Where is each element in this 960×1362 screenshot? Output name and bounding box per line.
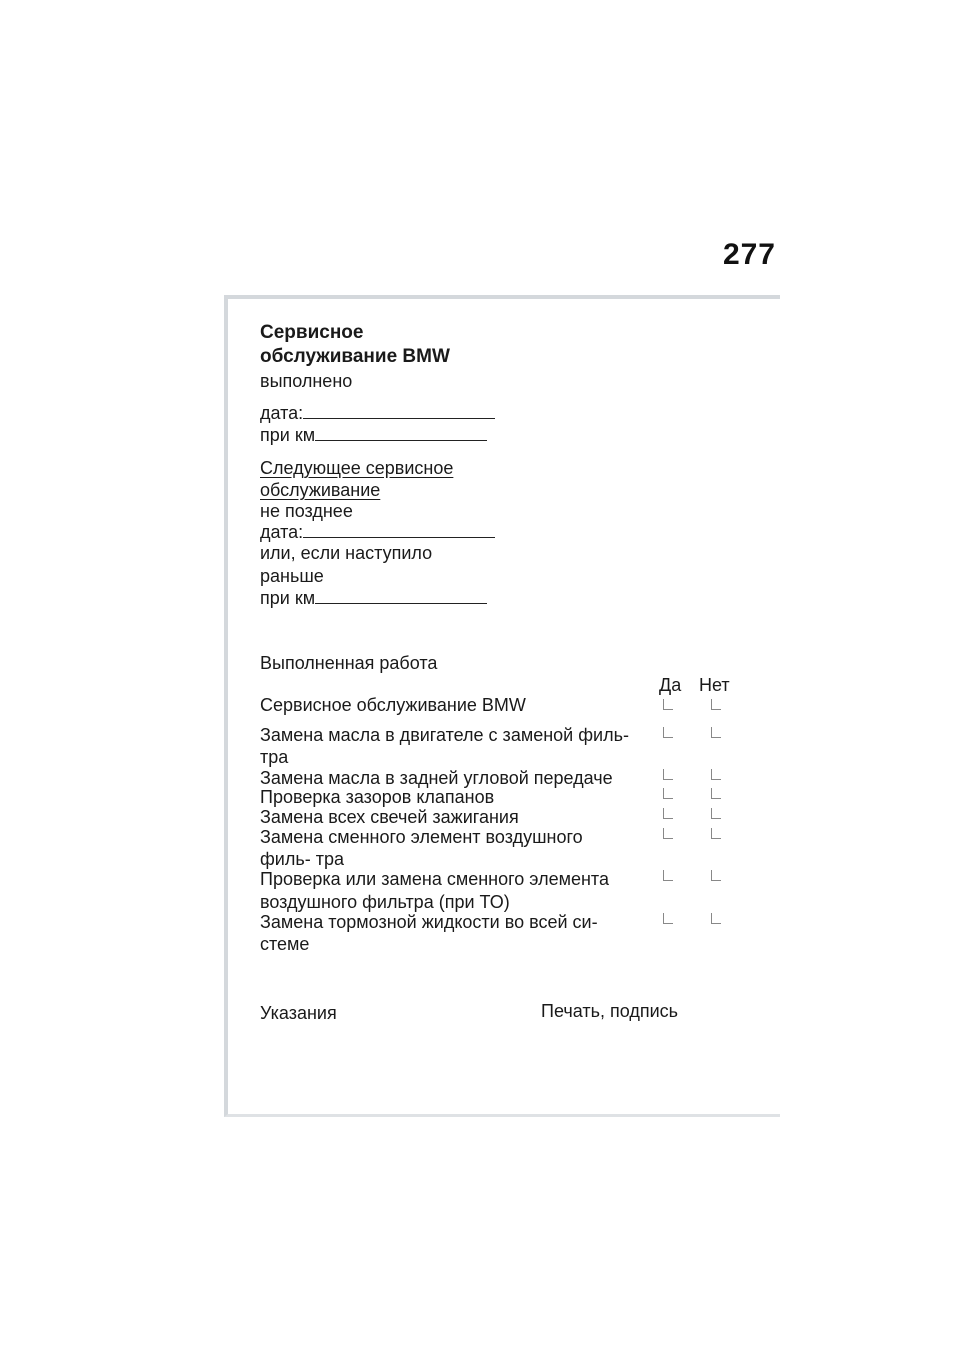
next-km-field[interactable] — [315, 589, 487, 604]
done-date-field[interactable] — [303, 404, 495, 419]
heading-line1: Сервисное — [260, 322, 364, 343]
col-no-header: Нет — [699, 675, 730, 695]
stamp-signature-label: Печать, подпись — [541, 1001, 679, 1021]
checkbox-no[interactable] — [711, 699, 721, 710]
work-item: Сервисное обслуживание BMW — [260, 695, 526, 715]
page-number: 277 — [722, 238, 776, 271]
checkbox-no[interactable] — [711, 808, 721, 819]
work-item: Замена всех свечей зажигания — [260, 807, 519, 827]
done-date-label: дата: — [260, 403, 304, 423]
done-km-row — [260, 424, 487, 446]
work-item: Замена тормозной жидкости во всей си- стеме — [260, 912, 598, 954]
checkbox-yes[interactable] — [663, 769, 673, 780]
checkbox-yes[interactable] — [663, 699, 673, 710]
checkbox-no[interactable] — [711, 788, 721, 799]
notes-label: Указания — [260, 1003, 337, 1023]
done-km-field[interactable] — [315, 426, 487, 441]
next-title-line1: Следующее сервисное — [260, 458, 454, 478]
checkbox-yes[interactable] — [663, 828, 673, 839]
work-item: Проверка или замена сменного элемента воздушного фильтра (при ТО) — [260, 869, 609, 912]
checkbox-no[interactable] — [711, 769, 721, 780]
checkbox-yes[interactable] — [663, 870, 673, 881]
checkbox-no[interactable] — [711, 870, 721, 881]
work-item: Замена масла в задней угловой передаче — [260, 768, 613, 788]
next-title-line2: обслуживание — [260, 480, 381, 500]
next-date-row — [260, 521, 495, 543]
checkbox-yes[interactable] — [663, 788, 673, 799]
work-title: Выполненная работа — [260, 653, 438, 673]
work-item: Проверка зазоров клапанов — [260, 787, 495, 807]
next-km-row — [260, 587, 487, 609]
col-yes-header: Да — [659, 675, 682, 695]
checkbox-yes[interactable] — [663, 727, 673, 738]
next-km-label: при км — [260, 588, 316, 608]
checkbox-yes[interactable] — [663, 808, 673, 819]
heading-line2: обслуживание BMW — [260, 346, 450, 367]
work-item: Замена масла в двигателе с заменой филь- тра — [260, 725, 629, 767]
next-not-later: не позднее — [260, 501, 353, 521]
next-date-label: дата: — [260, 522, 304, 542]
checkbox-no[interactable] — [711, 727, 721, 738]
checkbox-yes[interactable] — [663, 913, 673, 924]
next-date-field[interactable] — [303, 523, 495, 538]
work-item: Замена сменного элемент воздушного филь- тра — [260, 827, 583, 869]
checkbox-no[interactable] — [711, 828, 721, 839]
done-date-row — [260, 402, 495, 424]
heading-sub: выполнено — [260, 371, 353, 391]
checkbox-no[interactable] — [711, 913, 721, 924]
next-or-if-line2: раньше — [260, 566, 324, 586]
done-km-label: при км — [260, 425, 316, 445]
next-or-if-line1: или, если наступило — [260, 543, 433, 563]
